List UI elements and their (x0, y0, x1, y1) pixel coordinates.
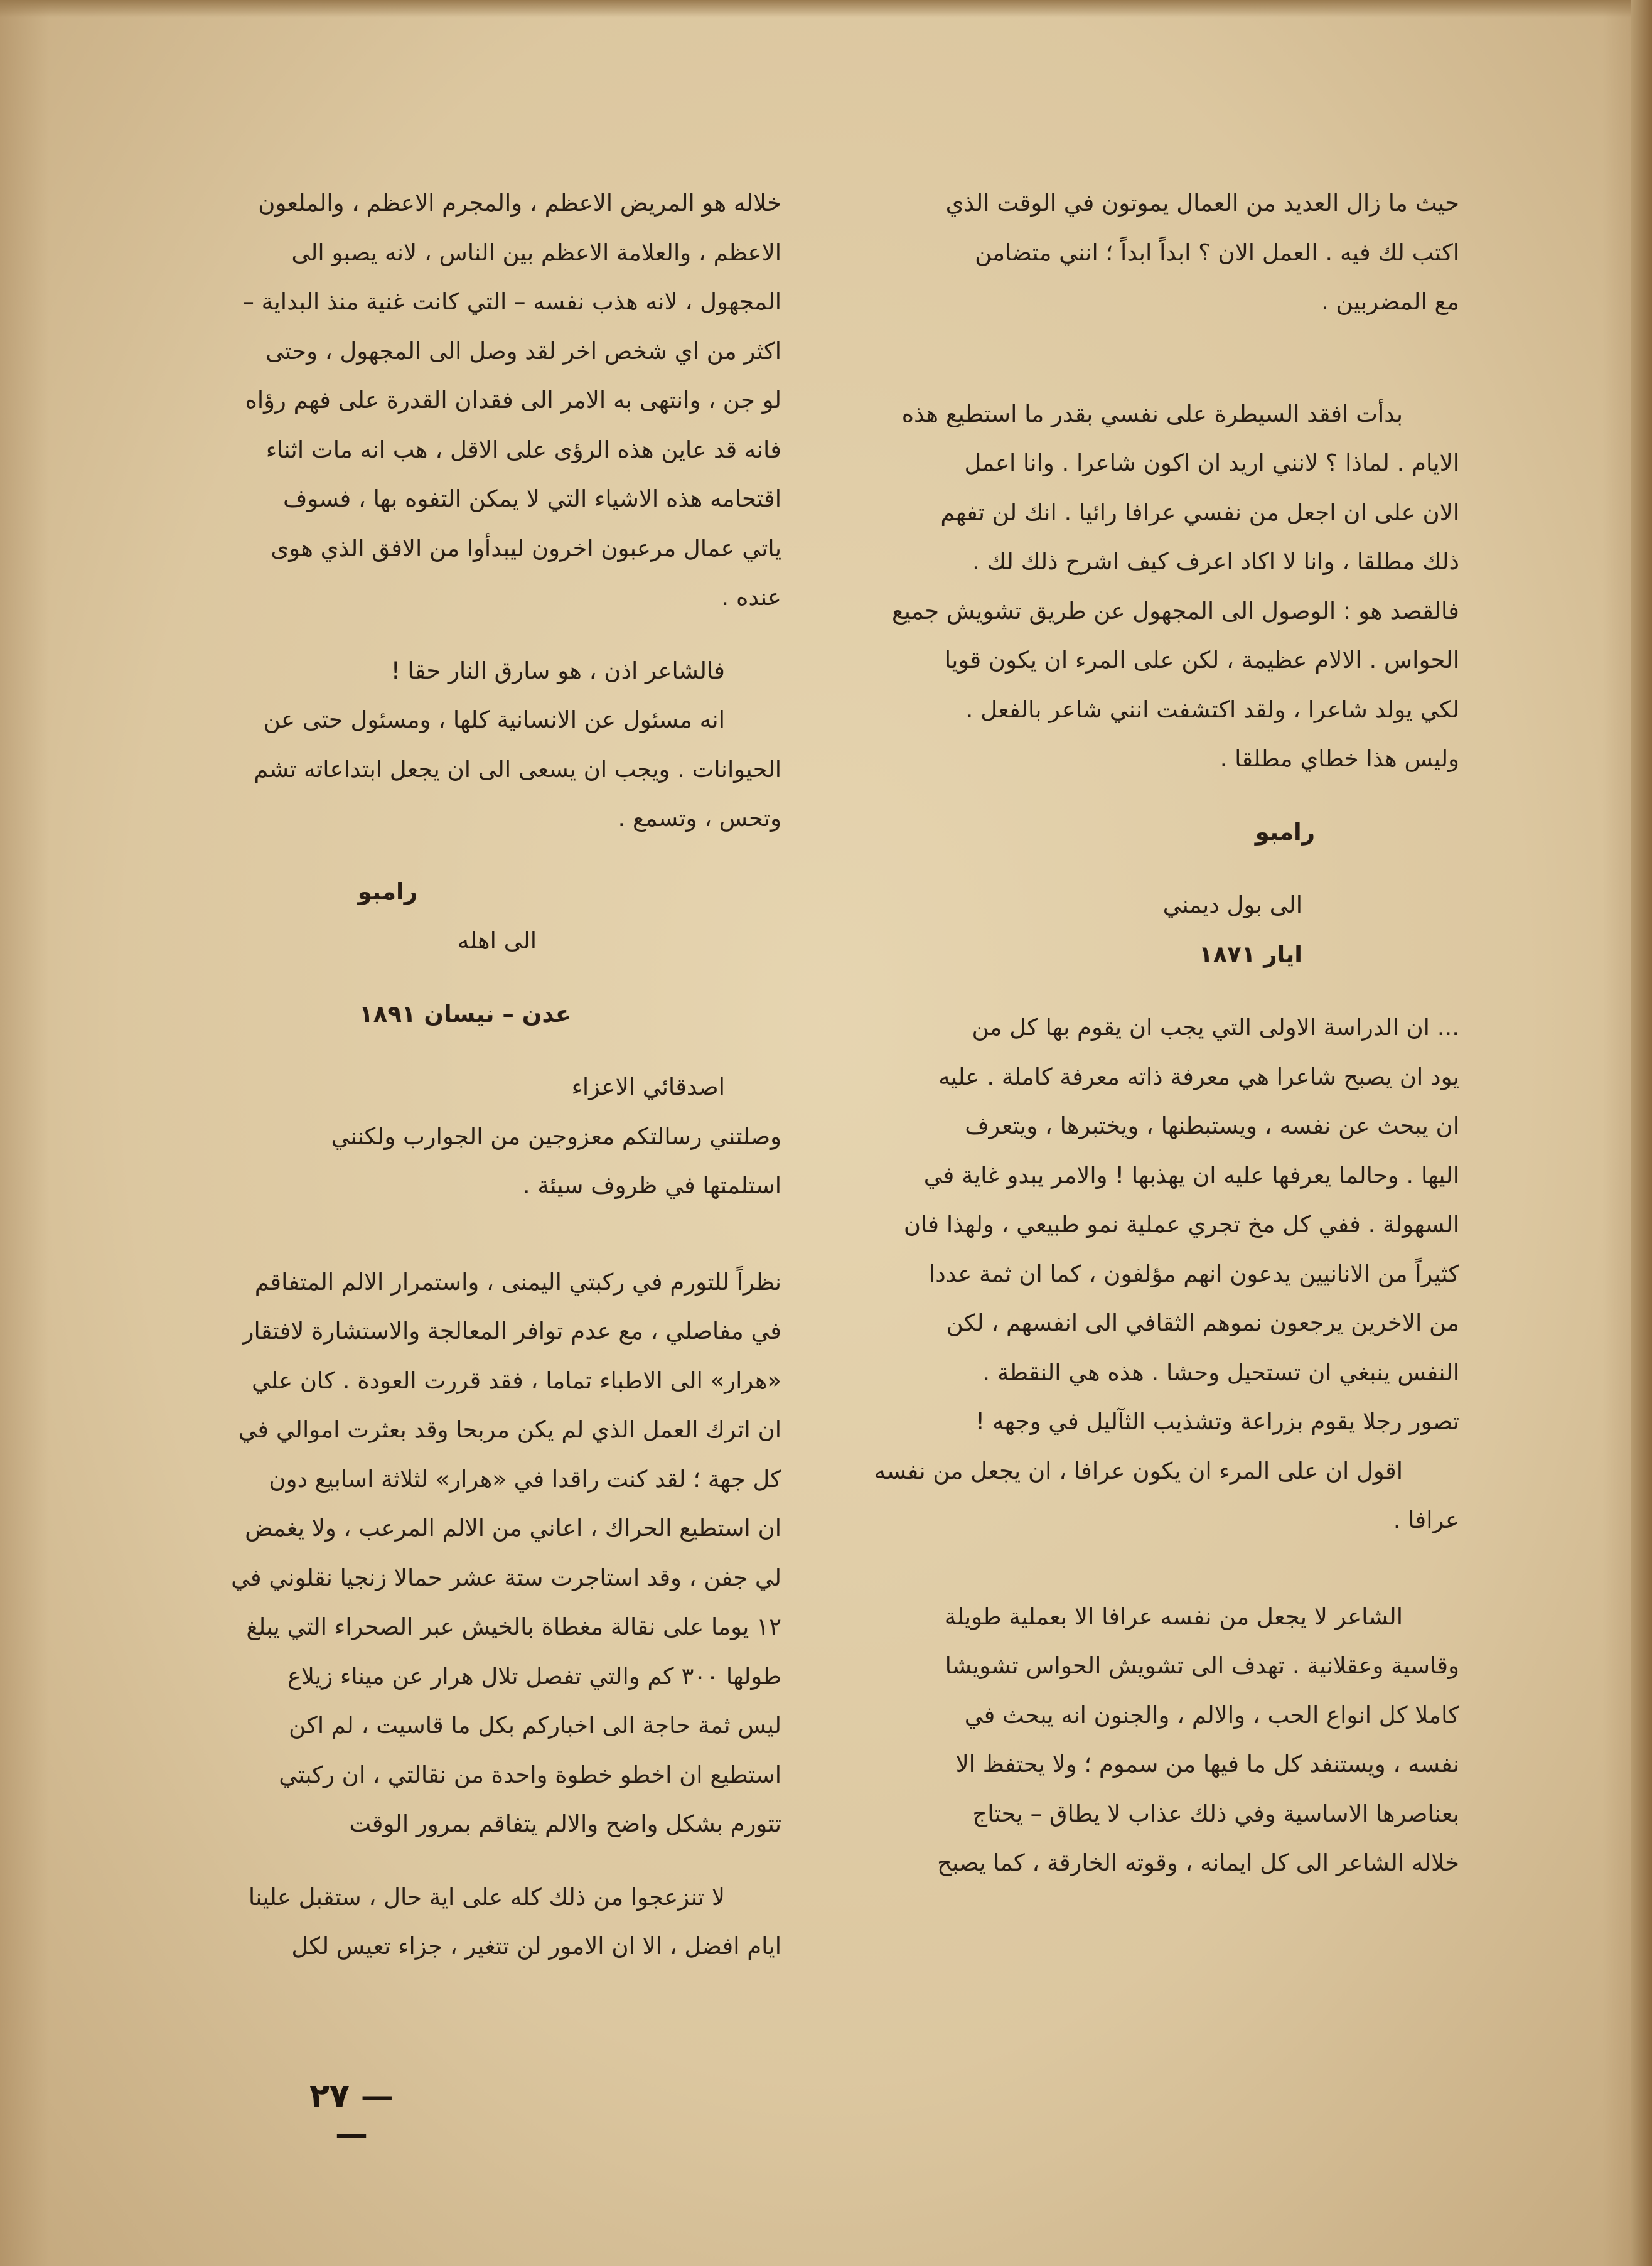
text-line: يود ان يصبح شاعرا هي معرفة ذاته معرفة كاملة . عليه (938, 1063, 1459, 1090)
text-line: ياتي عمال مرعبون اخرون ليبدأوا من الافق الذي هوى (271, 534, 781, 562)
text-line: الشاعر لا يجعل من نفسه عرافا الا بعملية طويلة (944, 1603, 1403, 1630)
text-line: بدأت افقد السيطرة على نفسي بقدر ما استطيع هذه (901, 400, 1403, 427)
text-line: استلمتها في ظروف سيئة . (522, 1172, 781, 1199)
text-line: من الاخرين يرجعون نموهم الثقافي الى انفسهم ، لكن (946, 1309, 1459, 1336)
text-line: تصور رجلا يقوم بزراعة وتشذيب الثآليل في وجهه ! (975, 1408, 1459, 1435)
signature: رامبو (1255, 818, 1315, 846)
text-line: لو جن ، وانتهى به الامر الى فقدان القدرة على فهم رؤاه (245, 387, 781, 414)
text-line: ان اترك العمل الذي لم يكن مربحا وقد بعثرت اموالي في (238, 1416, 781, 1443)
text-line: وقاسية وعقلانية . تهدف الى تشويش الحواس تشويشا (945, 1652, 1459, 1679)
text-line: ليس ثمة حاجة الى اخباركم بكل ما قاسيت ، لم اكن (289, 1712, 781, 1739)
text-line: اليها . وحالما يعرفها عليه ان يهذبها ! والامر يبدو غاية في (923, 1161, 1459, 1189)
letter-place-date: عدن – نيسان ١٨٩١ (359, 1000, 571, 1028)
text-line: نظراً للتورم في ركبتي اليمنى ، واستمرار الالم المتفاقم (254, 1268, 781, 1296)
text-line: السهولة . ففي كل مخ تجري عملية نمو طبيعي ، ولهذا فان (903, 1211, 1459, 1238)
text-line: اكثر من اي شخص اخر لقد وصل الى المجهول ، وحتى (266, 337, 781, 365)
text-line: الاعظم ، والعلامة الاعظم بين الناس ، لانه يصبو الى (291, 239, 781, 266)
text-line: ... ان الدراسة الاولى التي يجب ان يقوم بها كل من (972, 1014, 1459, 1041)
text-line: الحواس . الالام عظيمة ، لكن على المرء ان يكون قويا (944, 647, 1459, 674)
text-line: فالقصد هو : الوصول الى المجهول عن طريق تشويش جميع (891, 597, 1459, 625)
letter-recipient: الى اهله (457, 927, 537, 954)
text-line: خلاله الشاعر الى كل ايمانه ، وقوته الخارقة ، كما يصبح (937, 1849, 1459, 1876)
text-line: فالشاعر اذن ، هو سارق النار حقا ! (390, 657, 725, 684)
letter-date: ايار ١٨٧١ (1199, 940, 1302, 968)
text-line: في مفاصلي ، مع عدم توافر المعالجة والاستشارة لافتقار (242, 1318, 781, 1345)
text-line: ١٢ يوما على نقالة مغطاة بالخيش عبر الصحراء التي يبلغ (246, 1613, 781, 1640)
text-line: تتورم بشكل واضح والالم يتفاقم بمرور الوقت (349, 1810, 781, 1837)
text-line: كل جهة ؛ لقد كنت راقدا في «هرار» لثلاثة اسابيع دون (269, 1465, 781, 1493)
text-line: استطيع ان اخطو خطوة واحدة من نقالتي ، ان ركبتي (279, 1761, 781, 1788)
text-line: اكتب لك فيه . العمل الان ؟ ابداً ابداً ؛ انني متضامن (975, 239, 1459, 266)
page-edge (1631, 0, 1652, 2266)
text-line: اقتحامه هذه الاشياء التي لا يمكن التفوه بها ، فسوف (283, 485, 781, 512)
text-line: لي جفن ، وقد استاجرت ستة عشر حمالا زنجيا نقلوني في (231, 1564, 781, 1591)
text-line: عرافا . (1393, 1506, 1459, 1533)
text-line: وصلتني رسالتكم معزوجين من الجوارب ولكنني (331, 1122, 781, 1150)
text-line: مع المضربين . (1321, 288, 1459, 315)
text-line: حيث ما زال العديد من العمال يموتون في الوقت الذي (945, 190, 1459, 217)
text-line: الايام . لماذا ؟ لانني اريد ان اكون شاعرا . وانا اعمل (964, 449, 1459, 476)
text-line: ان يبحث عن نفسه ، ويستبطنها ، ويختبرها ، ويتعرف (965, 1112, 1459, 1139)
text-line: نفسه ، ويستنفد كل ما فيها من سموم ؛ ولا يحتفظ الا (955, 1751, 1459, 1778)
text-line: الان على ان اجعل من نفسي عرافا رائيا . انك لن تفهم (940, 498, 1459, 526)
right-column (847, 179, 1459, 1888)
text-line: «هرار» الى الاطباء تماما ، فقد قررت العودة . كان علي (251, 1367, 781, 1394)
letter-recipient: الى بول ديمني (1162, 891, 1302, 918)
page-number: — ٢٧ — (309, 2078, 394, 2153)
letter-greeting: اصدقائي الاعزاء (571, 1073, 725, 1100)
text-line: خلاله هو المريض الاعظم ، والمجرم الاعظم ، والملعون (258, 190, 781, 217)
page-edge-shadow (0, 0, 1652, 18)
text-line: فانه قد عاين هذه الرؤى على الاقل ، هب انه مات اثناء (266, 436, 781, 463)
left-column (160, 179, 781, 1972)
text-line: طولها ٣٠٠ كم والتي تفصل تلال هرار عن ميناء زيلاع (287, 1662, 781, 1690)
text-line: لكي يولد شاعرا ، ولقد اكتشفت انني شاعر بالفعل . (965, 695, 1459, 723)
text-line: لا تنزعجوا من ذلك كله على اية حال ، ستقبل علينا (248, 1883, 725, 1911)
text-line: عنده . (721, 584, 781, 611)
text-line: ذلك مطلقا ، وانا لا اكاد اعرف كيف اشرح ذلك لك . (972, 548, 1459, 575)
text-line: النفس ينبغي ان تستحيل وحشا . هذه هي النقطة . (982, 1358, 1459, 1386)
signature: رامبو (357, 878, 417, 905)
text-line: بعناصرها الاساسية وفي ذلك عذاب لا يطاق – يحتاج (972, 1800, 1459, 1827)
closing-line: وليس هذا خطاي مطلقا . (1220, 745, 1459, 772)
text-line: انه مسئول عن الانسانية كلها ، ومسئول حتى عن (263, 706, 725, 733)
text-line: وتحس ، وتسمع . (618, 805, 781, 832)
text-line: كثيراً من الانانيين يدعون انهم مؤلفون ، كما ان ثمة عددا (929, 1260, 1459, 1287)
text-line: ان استطيع الحراك ، اعاني من الالم المرعب ، ولا يغمض (245, 1515, 781, 1542)
text-line: كاملا كل انواع الحب ، والالم ، والجنون انه يبحث في (964, 1701, 1459, 1729)
text-line: المجهول ، لانه هذب نفسه – التي كانت غنية منذ البداية – (242, 288, 781, 315)
text-line: ايام افضل ، الا ان الامور لن تتغير ، جزاء تعيس لكل (291, 1933, 781, 1960)
text-line: الحيوانات . ويجب ان يسعى الى ان يجعل ابتداعاته تشم (254, 755, 781, 783)
text-line: اقول ان على المرء ان يكون عرافا ، ان يجعل من نفسه (874, 1457, 1403, 1485)
